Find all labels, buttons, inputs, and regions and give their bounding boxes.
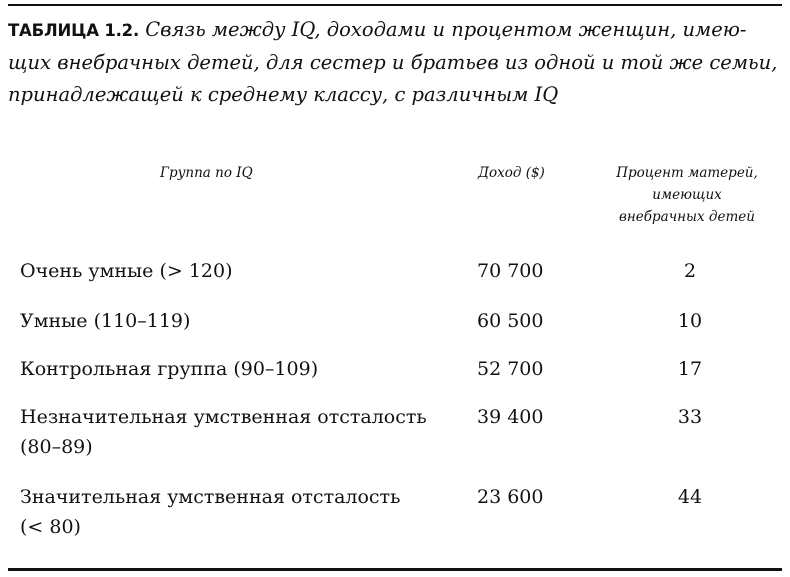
cell-percent: 17 — [677, 358, 703, 380]
cell-income: 52 700 — [477, 358, 544, 380]
cell-group — [20, 354, 460, 384]
column-header-percent — [596, 162, 778, 228]
cell-group — [20, 306, 460, 336]
column-header-group: Группа по IQ — [160, 165, 253, 181]
table-caption-text-line-1: Связь между IQ, доходами и процентом женщин, имею- — [145, 18, 747, 41]
cell-income: 60 500 — [477, 310, 544, 332]
cell-percent: 2 — [683, 260, 697, 282]
column-header-income: Доход ($) — [478, 165, 545, 181]
cell-group — [20, 256, 460, 286]
table-caption-text-line-2: щих внебрачных детей, для сестер и братьев из одной и той же семьи, — [8, 51, 778, 74]
table-caption-label: ТАБЛИЦА 1.2. — [8, 21, 140, 40]
cell-group-line: Умные (110–119) — [20, 310, 191, 332]
table-bottom-rule — [8, 568, 782, 571]
cell-group-line: Значительная умственная отсталость — [20, 486, 401, 508]
column-header-percent-line-1: Процент матерей, — [616, 165, 758, 181]
cell-percent: 44 — [677, 486, 703, 508]
cell-group-line: Очень умные (> 120) — [20, 260, 233, 282]
cell-income: 39 400 — [477, 406, 544, 428]
column-header-percent-line-2: имеющих — [652, 187, 722, 203]
cell-income: 23 600 — [477, 486, 544, 508]
cell-percent: 33 — [677, 406, 703, 428]
column-header-percent-line-3: внебрачных детей — [619, 209, 755, 225]
table-caption-text-line-3: принадлежащей к среднему классу, с различным IQ — [8, 83, 559, 106]
cell-percent: 10 — [677, 310, 703, 332]
cell-group-line: Контрольная группа (90–109) — [20, 358, 319, 380]
table-top-rule — [8, 4, 782, 6]
cell-group-line: Незначительная умственная отсталость — [20, 406, 427, 428]
cell-group-line: (80–89) — [20, 436, 93, 458]
cell-income: 70 700 — [477, 260, 544, 282]
cell-group — [20, 482, 460, 542]
table-caption — [8, 14, 782, 111]
cell-group-line: (< 80) — [20, 516, 81, 538]
cell-group — [20, 402, 460, 462]
